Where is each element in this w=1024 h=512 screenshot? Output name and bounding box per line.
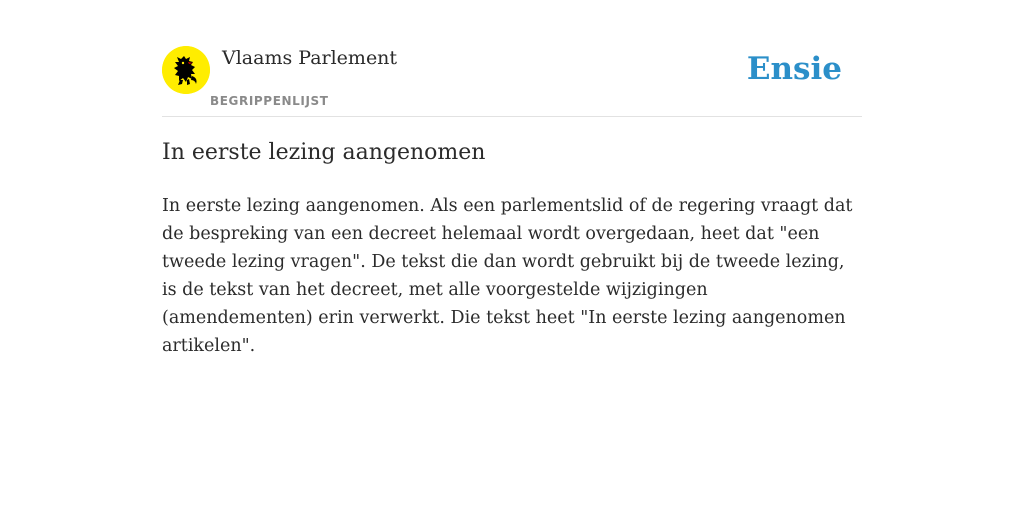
header — [162, 46, 862, 117]
definition-text: In eerste lezing aangenomen. Als een parlementslid of de regering vraagt dat de bespreking van een decreet helemaal wordt overgedaan, heet dat "een tweede lezing vragen". De tekst die dan wordt gebruikt bij de tweede lezing, is de tekst van het decreet, met alle voorgestelde wijzigingen (amendementen) erin verwerkt. Die tekst heet "In eerste lezing aangenomen artikelen". — [162, 196, 853, 356]
organization-name[interactable]: Vlaams Parlement — [222, 47, 398, 69]
page-title: In eerste lezing aangenomen — [162, 140, 486, 165]
brand-logo[interactable]: Ensie — [746, 51, 842, 87]
section-label[interactable]: BEGRIPPENLIJST — [210, 94, 329, 108]
flemish-lion-icon[interactable] — [162, 46, 210, 94]
